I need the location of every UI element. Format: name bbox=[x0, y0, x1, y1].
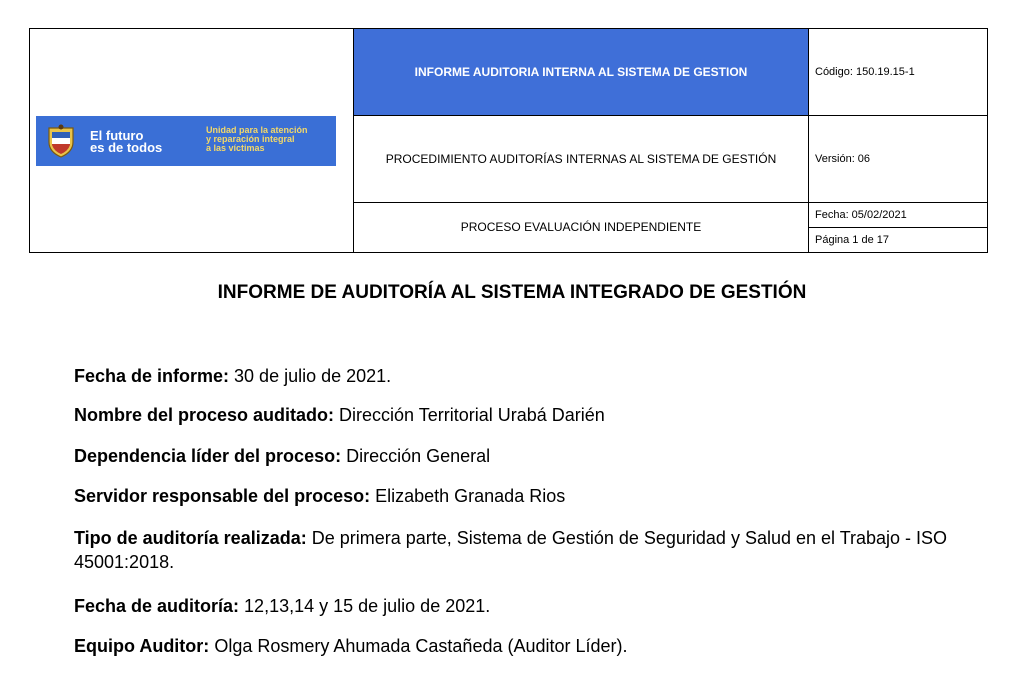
procedure-cell: PROCEDIMIENTO AUDITORÍAS INTERNAS AL SISTEMA DE GESTIÓN bbox=[354, 115, 809, 202]
audit-team-field bbox=[74, 634, 954, 658]
field-value: Olga Rosmery Ahumada Castañeda (Auditor Líder). bbox=[209, 636, 628, 656]
field-label: Nombre del proceso auditado: bbox=[74, 405, 335, 425]
field-label: Equipo Auditor: bbox=[74, 636, 210, 656]
field-value: Elizabeth Granada Rios bbox=[370, 486, 566, 506]
audit-date-field bbox=[74, 594, 954, 618]
report-date-field bbox=[74, 364, 954, 388]
field-label: Tipo de auditoría realizada: bbox=[74, 528, 307, 548]
logo-cell bbox=[30, 29, 354, 253]
responsible-servant-field bbox=[74, 484, 954, 508]
date-cell: Fecha: 05/02/2021 bbox=[809, 202, 988, 227]
logo-tagline-line: El futuro bbox=[90, 127, 144, 143]
field-label: Fecha de informe: bbox=[74, 366, 230, 386]
field-label: Servidor responsable del proceso: bbox=[74, 486, 371, 506]
field-value: 12,13,14 y 15 de julio de 2021. bbox=[239, 596, 491, 616]
document-title: INFORME DE AUDITORÍA AL SISTEMA INTEGRADO DE GESTIÓN bbox=[217, 282, 807, 303]
logo-entity-name bbox=[206, 126, 336, 153]
version-cell: Versión: 06 bbox=[809, 115, 988, 202]
code-cell: Código: 150.19.15-1 bbox=[809, 29, 988, 116]
audited-process-field bbox=[74, 403, 954, 427]
coat-of-arms-icon bbox=[46, 124, 76, 158]
logo-entity-line: y reparación integral bbox=[206, 133, 295, 144]
logo-entity-line: Unidad para la atención bbox=[206, 124, 308, 135]
entity-logo bbox=[36, 116, 336, 166]
audit-type-field bbox=[74, 526, 954, 574]
logo-entity-line: a las víctimas bbox=[206, 142, 265, 153]
logo-tagline bbox=[90, 127, 180, 155]
field-value: 30 de julio de 2021. bbox=[229, 366, 392, 386]
field-label: Dependencia líder del proceso: bbox=[74, 446, 342, 466]
field-value: Dirección Territorial Urabá Darién bbox=[334, 405, 605, 425]
document-header-table bbox=[29, 28, 988, 253]
field-value: Dirección General bbox=[341, 446, 491, 466]
lead-unit-field bbox=[74, 444, 954, 468]
field-value: De primera parte, Sistema de Gestión de Seguridad y Salud en el Trabajo - ISO 45001:2018. bbox=[74, 528, 948, 572]
process-cell: PROCESO EVALUACIÓN INDEPENDIENTE bbox=[354, 202, 809, 252]
logo-tagline-line: es de todos bbox=[90, 139, 163, 155]
field-label: Fecha de auditoría: bbox=[74, 596, 240, 616]
page-cell: Página 1 de 17 bbox=[809, 227, 988, 252]
report-type-cell: INFORME AUDITORIA INTERNA AL SISTEMA DE GESTION bbox=[354, 29, 809, 116]
